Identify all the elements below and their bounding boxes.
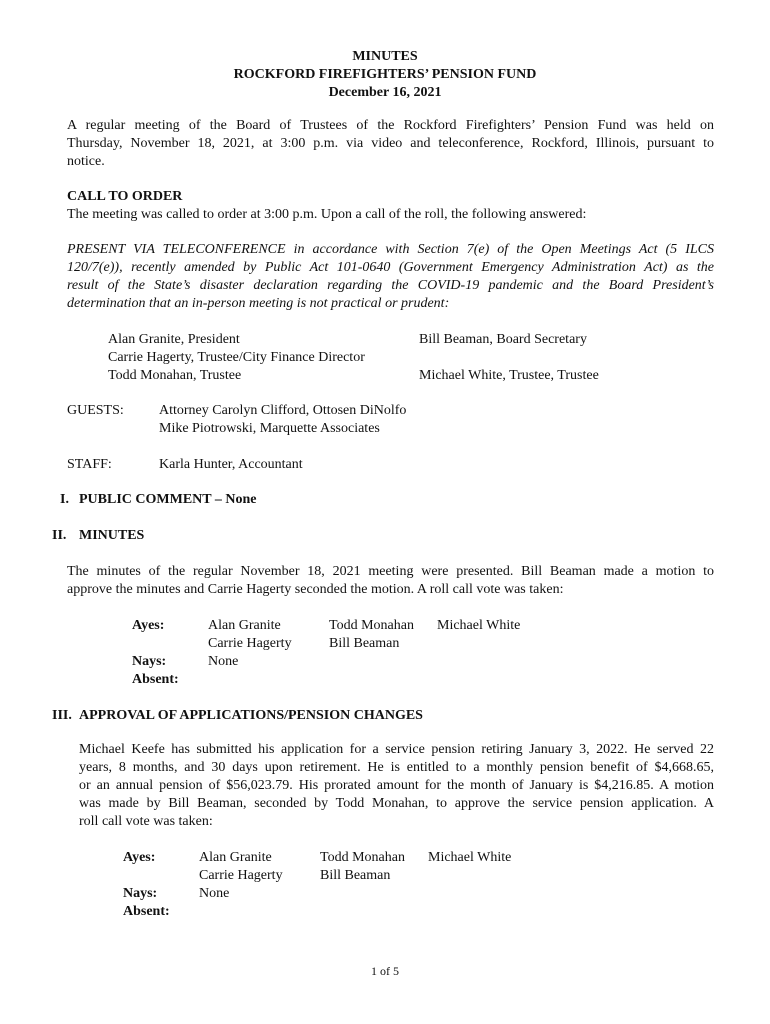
vote-nays-label: Nays: bbox=[132, 654, 167, 669]
attendee-bill-beaman: Bill Beaman, Board Secretary bbox=[419, 332, 587, 347]
vote-nays-value: None bbox=[208, 654, 239, 669]
present-via-teleconference-note bbox=[67, 241, 714, 313]
vote-aye-name: Alan Granite bbox=[199, 850, 272, 865]
vote-ayes-label: Ayes: bbox=[123, 850, 156, 865]
section-1-numeral: I. bbox=[60, 492, 69, 507]
section-2-line: approve the minutes and Carrie Hagerty seconded the motion. A roll call vote was taken: bbox=[67, 582, 564, 597]
section-3-line: roll call vote was taken: bbox=[79, 814, 213, 829]
vote-aye-name: Carrie Hagerty bbox=[208, 636, 292, 651]
call-to-order-text: The meeting was called to order at 3:00 p.m. Upon a call of the roll, the following answered: bbox=[67, 207, 587, 222]
vote-aye-name: Alan Granite bbox=[208, 618, 281, 633]
section-2-title: MINUTES bbox=[79, 528, 145, 543]
section-3-title: APPROVAL OF APPLICATIONS/PENSION CHANGES bbox=[79, 708, 423, 723]
staff-line: Karla Hunter, Accountant bbox=[159, 457, 303, 472]
present-note-line: result of the State’s disaster declaration regarding the COVID-19 pandemic and the Board President’s bbox=[67, 278, 714, 293]
staff-label: STAFF: bbox=[67, 457, 112, 472]
fund-name: ROCKFORD FIREFIGHTERS’ PENSION FUND bbox=[233, 67, 537, 82]
vote-aye-name: Todd Monahan bbox=[329, 618, 414, 633]
attendee-michael-white: Michael White, Trustee, Trustee bbox=[419, 368, 599, 383]
present-note-line: determination that an in-person meeting is not practical or prudent: bbox=[67, 296, 450, 311]
vote-aye-name: Michael White bbox=[428, 850, 512, 865]
section-1-title: PUBLIC COMMENT – None bbox=[79, 492, 257, 507]
vote-nays-label: Nays: bbox=[123, 886, 158, 901]
vote-aye-name: Michael White bbox=[437, 618, 521, 633]
intro-line: notice. bbox=[67, 154, 105, 169]
guests-label: GUESTS: bbox=[67, 403, 124, 418]
minutes-title: MINUTES bbox=[352, 49, 418, 64]
present-note-line: PRESENT VIA TELECONFERENCE in accordance with Section 7(e) of the Open Meetings Act (5 ILCS bbox=[67, 242, 714, 257]
intro-line: A regular meeting of the Board of Trustees of the Rockford Firefighters’ Pension Fund was held on bbox=[67, 118, 714, 133]
section-3-line: years, 8 months, and 30 days upon retirement. He is entitled to a monthly pension benefit of $4,668.65, bbox=[79, 760, 714, 775]
attendee-alan-granite: Alan Granite, President bbox=[108, 332, 240, 347]
section-3-body bbox=[79, 741, 714, 831]
present-note-line: 120/7(e)), recently amended by Public Act 101-0640 (Government Emergency Administration Act) as the bbox=[67, 260, 714, 275]
meeting-date: December 16, 2021 bbox=[328, 85, 442, 100]
vote-absent-label: Absent: bbox=[123, 904, 170, 919]
intro-paragraph bbox=[67, 117, 714, 171]
vote-ayes-label: Ayes: bbox=[132, 618, 165, 633]
vote-absent-label: Absent: bbox=[132, 672, 179, 687]
vote-aye-name: Carrie Hagerty bbox=[199, 868, 283, 883]
section-3-line: was made by Bill Beaman, seconded by Todd Monahan, to approve the service pension application. A bbox=[79, 796, 714, 811]
vote-aye-name: Bill Beaman bbox=[329, 636, 400, 651]
section-3-line: or an annual pension of $56,023.79. His prorated amount for the month of January is $4,216.85. A motion bbox=[79, 778, 714, 793]
section-3-numeral: III. bbox=[52, 708, 72, 723]
section-2-numeral: II. bbox=[52, 528, 67, 543]
vote-aye-name: Todd Monahan bbox=[320, 850, 405, 865]
intro-line: Thursday, November 18, 2021, at 3:00 p.m. via video and teleconference, Rockford, Illinois, pursuant to bbox=[67, 136, 714, 151]
section-2-body bbox=[67, 563, 714, 599]
call-to-order-heading: CALL TO ORDER bbox=[67, 189, 183, 204]
attendee-carrie-hagerty: Carrie Hagerty, Trustee/City Finance Director bbox=[108, 350, 365, 365]
guest-line: Mike Piotrowski, Marquette Associates bbox=[159, 421, 380, 436]
page-number: 1 of 5 bbox=[371, 964, 399, 978]
guest-line: Attorney Carolyn Clifford, Ottosen DiNolfo bbox=[159, 403, 407, 418]
vote-aye-name: Bill Beaman bbox=[320, 868, 391, 883]
section-3-line: Michael Keefe has submitted his application for a service pension retiring January 3, 2022. He served 22 bbox=[79, 742, 714, 757]
attendee-todd-monahan: Todd Monahan, Trustee bbox=[108, 368, 242, 383]
vote-nays-value: None bbox=[199, 886, 230, 901]
section-2-line: The minutes of the regular November 18, 2021 meeting were presented. Bill Beaman made a motion to bbox=[67, 564, 714, 579]
